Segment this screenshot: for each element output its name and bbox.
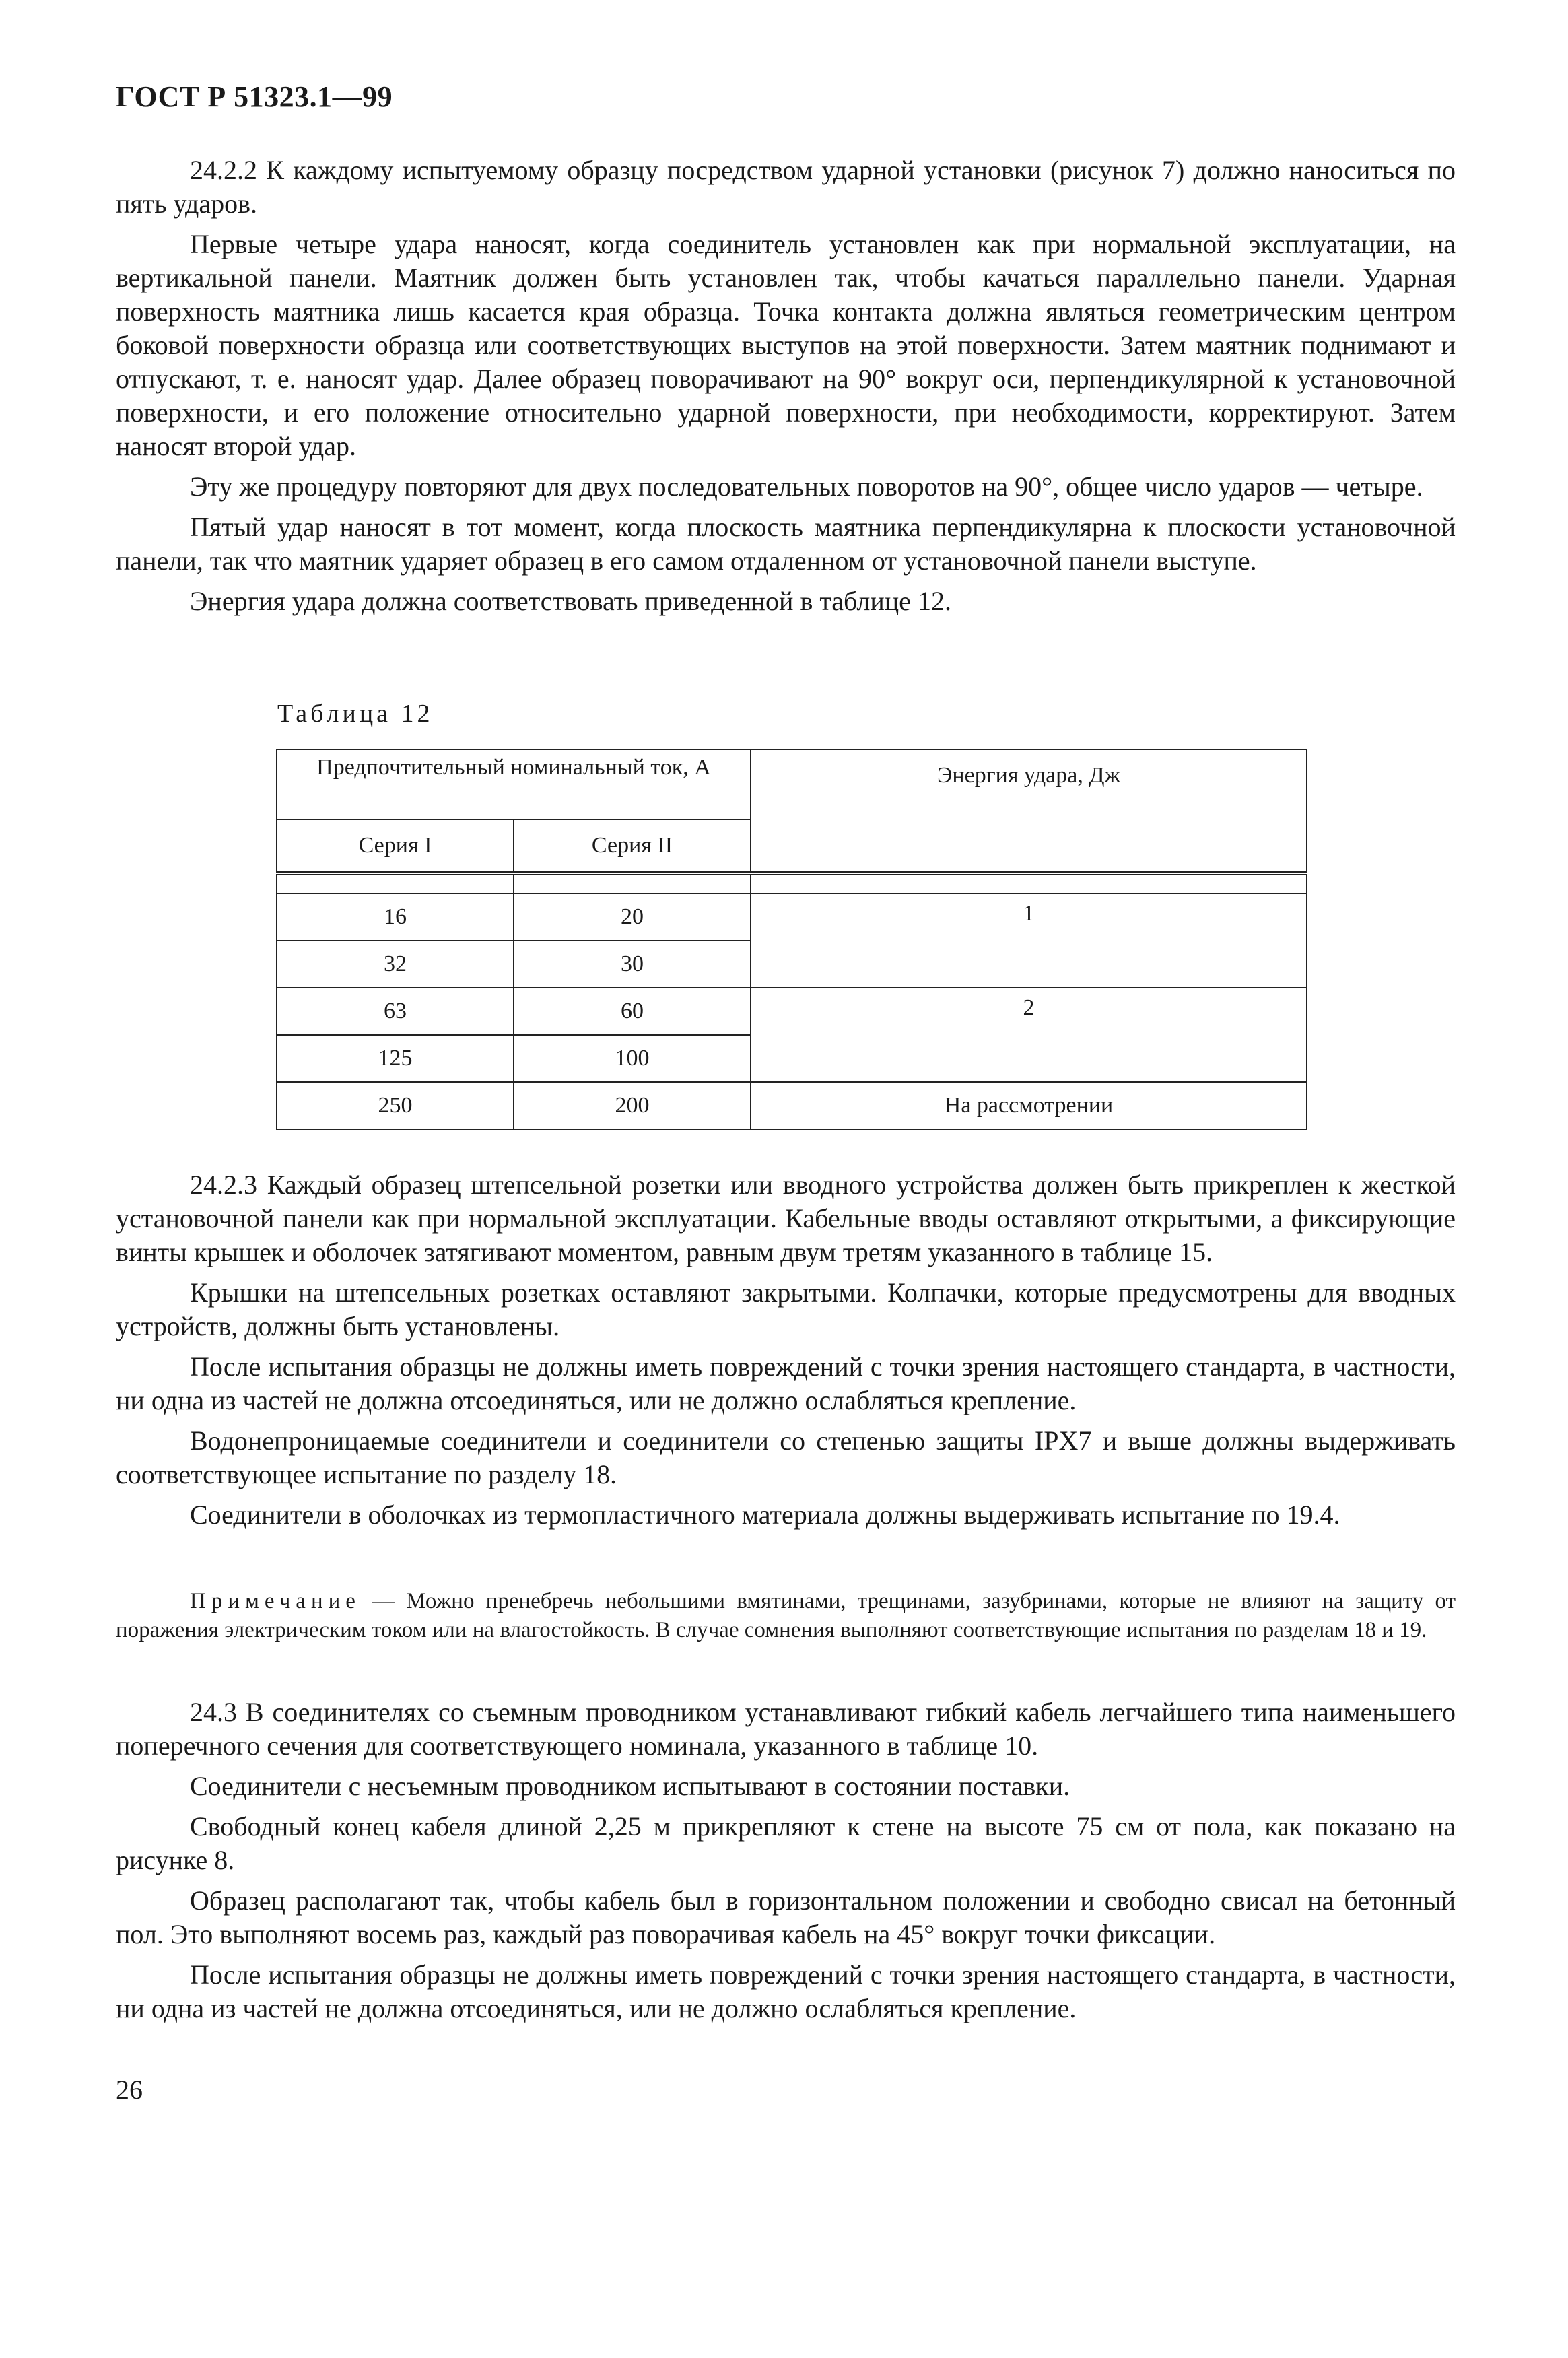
- table-row: [277, 988, 1307, 1035]
- cell-series-2: 200: [514, 1082, 751, 1129]
- table-gap-cell: [751, 873, 1307, 894]
- note-text: — Можно пренебречь небольшими вмятинами, трещинами, зазубринами, которые не влияют на защиту от поражения электрическим током или на влагостойкость. В случае сомнения выполняют соответствующие испытания по разделам 18 и 19.: [116, 1589, 1456, 1642]
- paragraph: Образец располагают так, чтобы кабель был в горизонтальном положении и свободно свисал на бетонный пол. Это выполняют восемь раз, каждый раз поворачивая кабель на 45° вокруг точки фиксации.: [116, 1885, 1456, 1949]
- header-energy: Энергия удара, Дж: [751, 749, 1307, 873]
- table-12: [276, 749, 1307, 1130]
- note: [116, 1587, 1456, 1645]
- section-24-2-3: [116, 1168, 1456, 1532]
- cell-series-1: 250: [277, 1082, 514, 1129]
- section-24-2-2: [116, 154, 1456, 618]
- table-caption: Таблица 12: [277, 700, 434, 728]
- cell-series-1: 63: [277, 988, 514, 1035]
- paragraph: 24.2.2 К каждому испытуемому образцу посредством ударной установки (рисунок 7) должно наноситься по пять ударов.: [116, 155, 1456, 219]
- cell-energy: 2: [751, 988, 1307, 1082]
- paragraph: Первые четыре удара наносят, когда соединитель установлен как при нормальной эксплуатации, на вертикальной панели. Маятник должен быть установлен так, чтобы качаться параллельно панели. Ударная поверхность маятника лишь касается края образца. Точка контакта должна являться геометрическим центром боковой поверхности образца или соответствующих выступов на этой поверхности. Затем маятник поднимают и отпускают, т. е. наносят удар. Далее образец поворачивают на 90° вокруг оси, перпендикулярной к установочной поверхности, и его положение относительно ударной поверхности, при необходимости, корректируют. Затем наносят второй удар.: [116, 229, 1456, 461]
- section-24-3: [116, 1695, 1456, 2025]
- paragraph: Свободный конец кабеля длиной 2,25 м прикрепляют к стене на высоте 75 см от пола, как показано на рисунке 8.: [116, 1811, 1456, 1875]
- cell-energy: 1: [751, 894, 1307, 988]
- paragraph: Пятый удар наносят в тот момент, когда плоскость маятника перпендикулярна к плоскости установочной панели, так что маятник ударяет образец в его самом отдаленном от установочной панели выступе.: [116, 512, 1456, 576]
- paragraph: 24.2.3 Каждый образец штепсельной розетки или вводного устройства должен быть прикреплен к жесткой установочной панели как при нормальной эксплуатации. Кабельные вводы оставляют открытыми, а фиксирующие винты крышек и оболочек затягивают моментом, равным двум третям указанного в таблице 15.: [116, 1170, 1456, 1267]
- table-row: [277, 1082, 1307, 1129]
- paragraph: Энергия удара должна соответствовать приведенной в таблице 12.: [190, 586, 951, 616]
- cell-series-1: 16: [277, 894, 514, 941]
- note-label: Примечание: [190, 1589, 361, 1613]
- paragraph: 24.3 В соединителях со съемным проводником устанавливают гибкий кабель легчайшего типа наименьшего поперечного сечения для соответствующего номинала, указанного в таблице 10.: [116, 1697, 1456, 1761]
- page-number: 26: [116, 2075, 143, 2105]
- header-series-1: Серия I: [277, 819, 514, 873]
- paragraph: После испытания образцы не должны иметь повреждений с точки зрения настоящего стандарта, в частности, ни одна из частей не должна отсоединяться, или не должно ослабляться крепление.: [116, 1351, 1456, 1415]
- table-gap-cell: [277, 873, 514, 894]
- cell-series-2: 20: [514, 894, 751, 941]
- document-header: ГОСТ Р 51323.1—99: [116, 80, 393, 113]
- cell-series-1: 32: [277, 941, 514, 988]
- cell-energy: На рассмотрении: [751, 1082, 1307, 1129]
- header-current: Предпочтительный номинальный ток, А: [277, 749, 751, 819]
- table-row: [277, 894, 1307, 941]
- paragraph: Соединители с несъемным проводником испытывают в состоянии поставки.: [190, 1771, 1070, 1801]
- cell-series-2: 30: [514, 941, 751, 988]
- cell-series-2: 60: [514, 988, 751, 1035]
- paragraph: Крышки на штепсельных розетках оставляют закрытыми. Колпачки, которые предусмотрены для вводных устройств, должны быть установлены.: [116, 1277, 1456, 1341]
- paragraph: Эту же процедуру повторяют для двух последовательных поворотов на 90°, общее число ударов — четыре.: [190, 471, 1423, 502]
- paragraph: После испытания образцы не должны иметь повреждений с точки зрения настоящего стандарта, в частности, ни одна из частей не должна отсоединяться, или не должно ослабляться крепление.: [116, 1959, 1456, 2023]
- paragraph: Водонепроницаемые соединители и соединители со степенью защиты IPX7 и выше должны выдерживать соответствующее испытание по разделу 18.: [116, 1425, 1456, 1489]
- cell-series-1: 125: [277, 1035, 514, 1082]
- cell-series-2: 100: [514, 1035, 751, 1082]
- header-series-2: Серия II: [514, 819, 751, 873]
- paragraph: Соединители в оболочках из термопластичного материала должны выдерживать испытание по 19.4.: [190, 1500, 1340, 1530]
- table-gap-cell: [514, 873, 751, 894]
